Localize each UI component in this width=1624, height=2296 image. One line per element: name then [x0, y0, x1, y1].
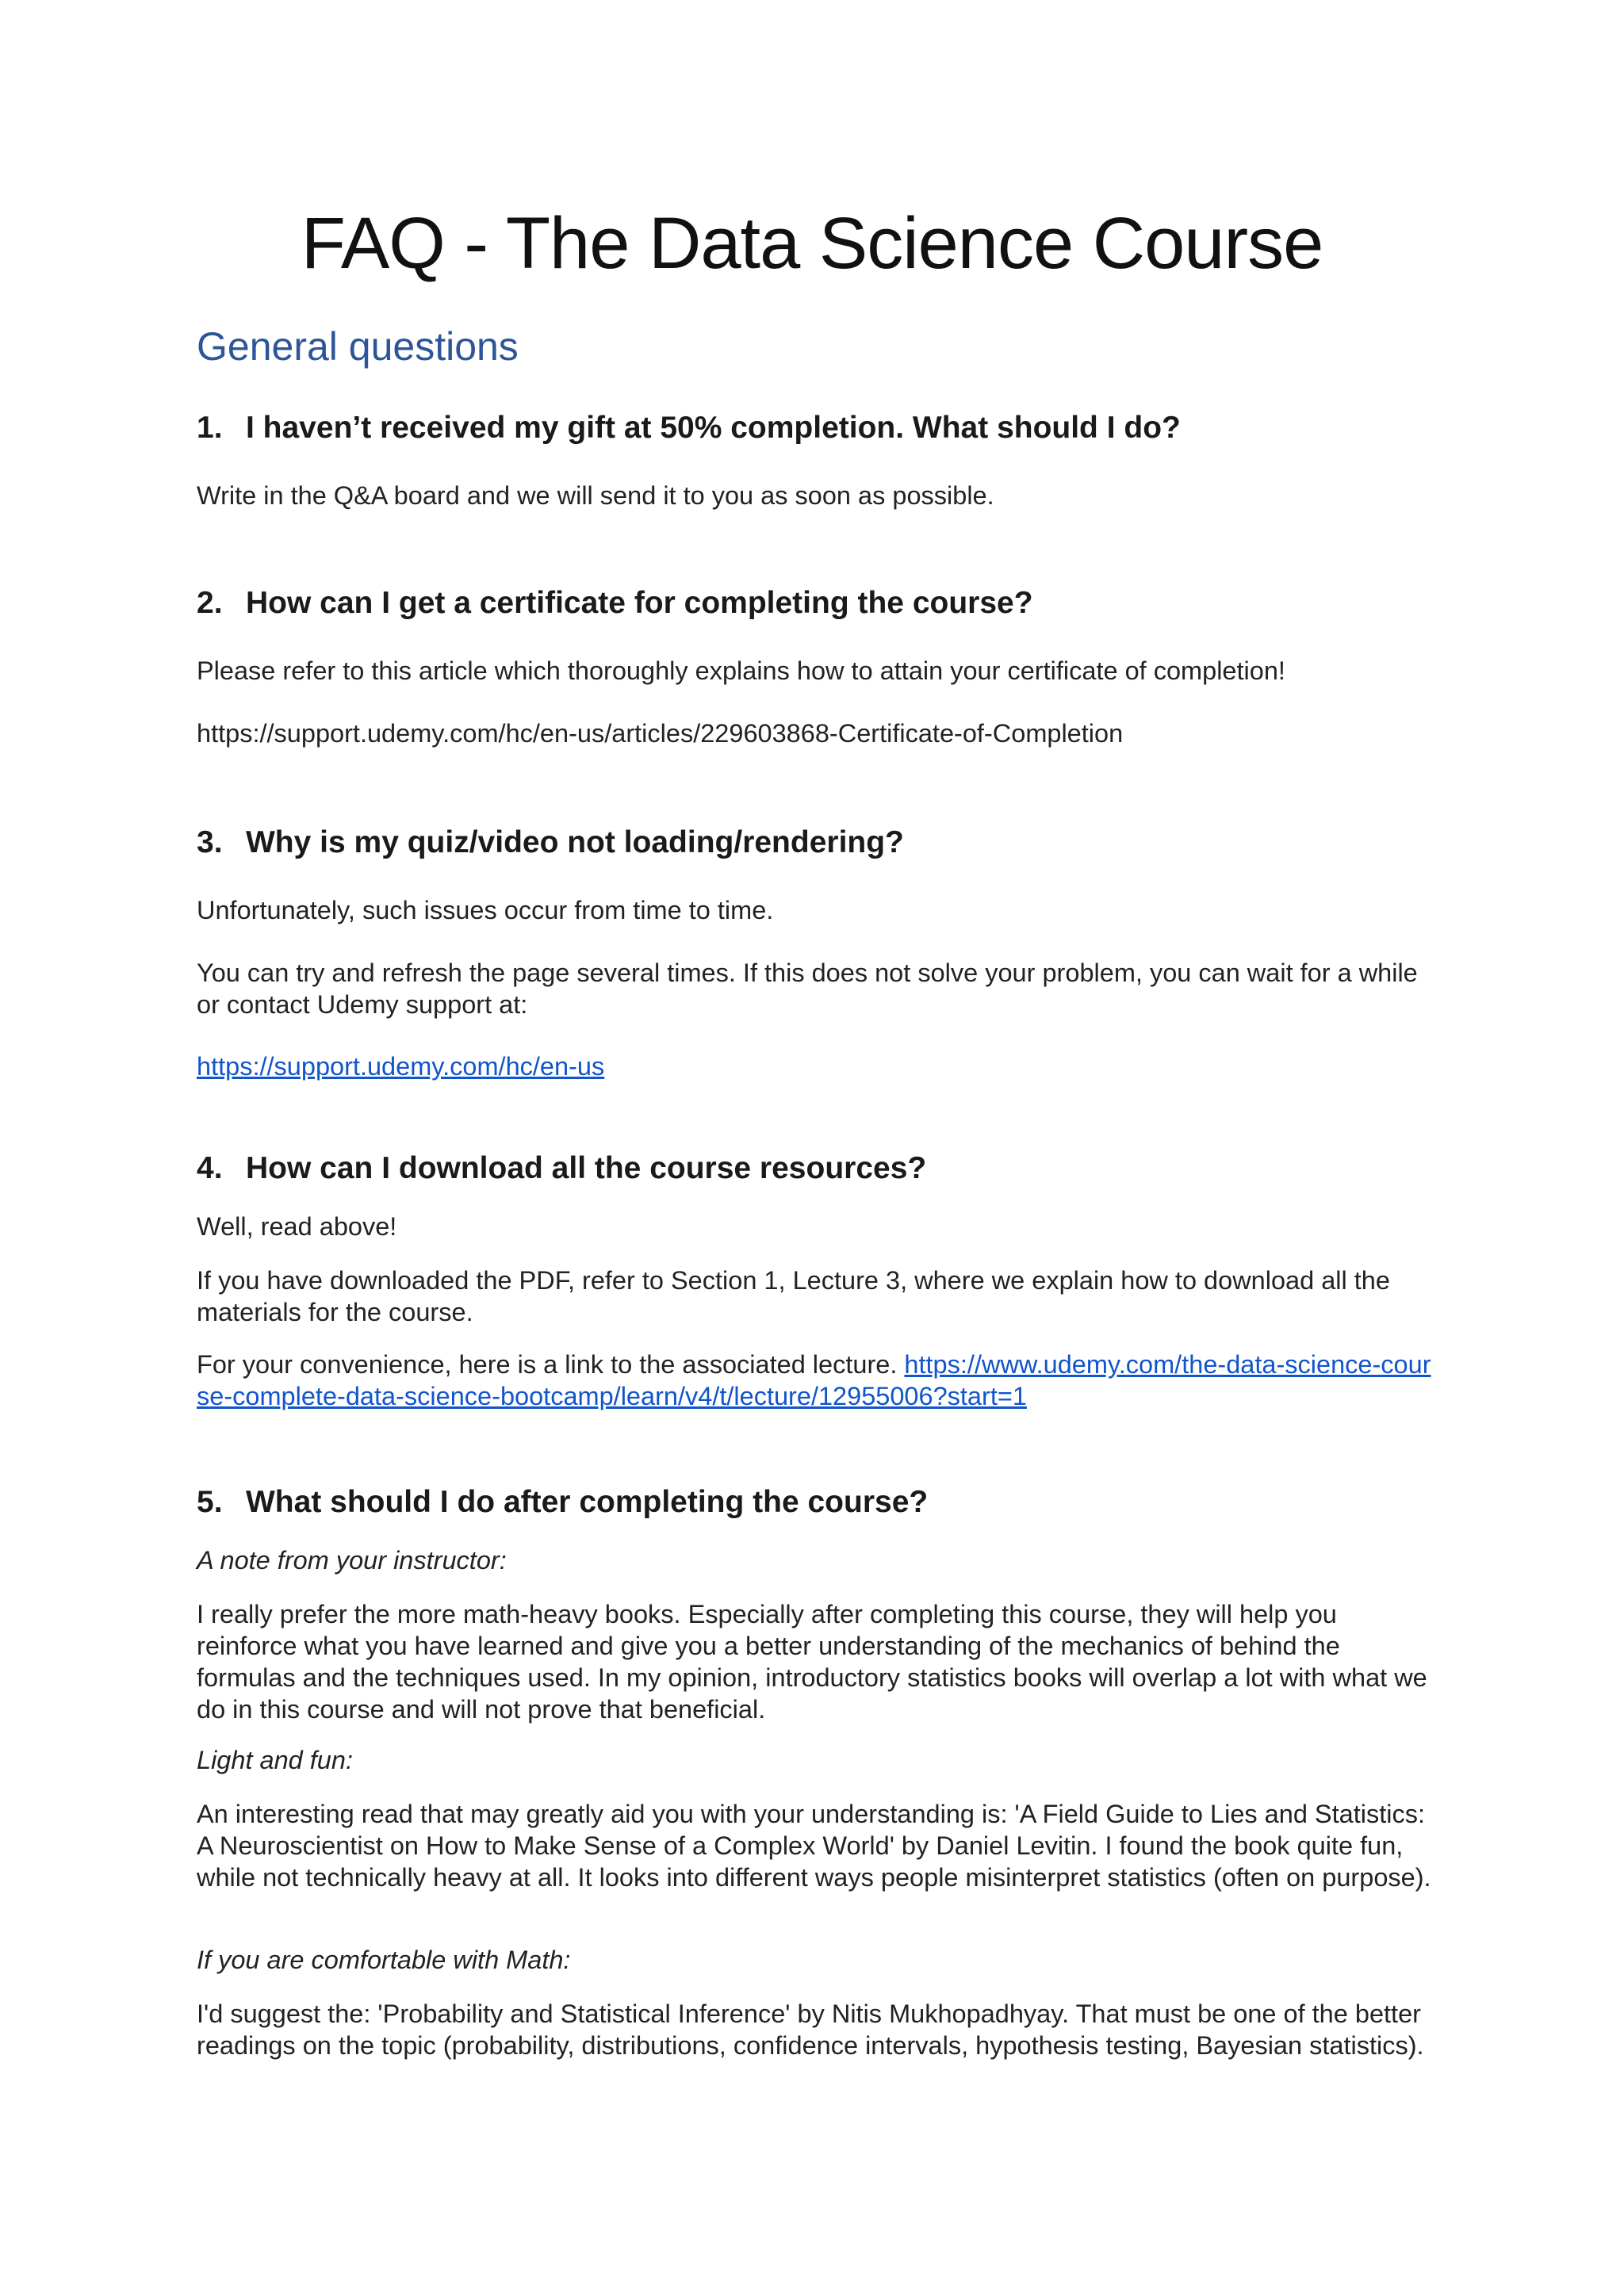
question-number: 3. [197, 825, 223, 859]
math-text: I'd suggest the: 'Probability and Statistical Inference' by Nitis Mukhopadhyay. That must be one of the better readings on the topic (probability, distributions, confidence intervals, hypothesis testing, Bayesian statistics). [197, 1999, 1424, 2060]
question-number: 4. [197, 1151, 223, 1185]
udemy-support-link[interactable]: https://support.udemy.com/hc/en-us [197, 1052, 605, 1081]
question-number: 1. [197, 411, 223, 445]
faq-question-5 [197, 1485, 928, 1520]
math-label: If you are comfortable with Math: [197, 1946, 571, 1974]
faq-question-4 [197, 1151, 926, 1186]
question-text: I haven’t received my gift at 50% completion. What should I do? [246, 411, 1181, 445]
faq-answer-4-line-1: Well, read above! [197, 1212, 397, 1241]
faq-question-1 [197, 411, 1181, 446]
lecture-link[interactable]: https://www.udemy.com/the-data-science-course-complete-data-science-bootcamp/learn/v4/t/lecture/12955006?start=1 [197, 1350, 1431, 1410]
faq-answer-3-line-2: You can try and refresh the page several times. If this does not solve your problem, you can wait for a while or contact Udemy support at: [197, 959, 1418, 1019]
lecture-link-intro: For your convenience, here is a link to the associated lecture. [197, 1350, 905, 1379]
faq-answer-4-line-3 [197, 1349, 1434, 1412]
instructor-note-label: A note from your instructor: [197, 1546, 507, 1575]
light-and-fun-label: Light and fun: [197, 1746, 353, 1774]
question-text: How can I get a certificate for completing the course? [246, 586, 1033, 620]
question-number: 2. [197, 586, 223, 620]
question-number: 5. [197, 1485, 223, 1519]
section-title: General questions [197, 324, 519, 369]
faq-answer-1: Write in the Q&A board and we will send it to you as soon as possible. [197, 481, 994, 510]
question-text: Why is my quiz/video not loading/rendering? [246, 825, 904, 859]
instructor-note-text: I really prefer the more math-heavy books. Especially after completing this course, they will help you reinforce what you have learned and give you a better understanding of the mechanics of behind the formulas and the techniques used. In my opinion, introductory statistics books will overlap a lot with what we do in this course and will not prove that beneficial. [197, 1600, 1427, 1724]
question-text: How can I download all the course resources? [246, 1151, 927, 1185]
certificate-url-text: https://support.udemy.com/hc/en-us/articles/229603868-Certificate-of-Completion [197, 719, 1124, 748]
faq-answer-3-line-1: Unfortunately, such issues occur from time to time. [197, 896, 774, 924]
light-and-fun-text: An interesting read that may greatly aid you with your understanding is: 'A Field Guide to Lies and Statistics: A Neuroscientist on How to Make Sense of a Complex World' by Daniel Levitin. I found the book quite fun, while not technically heavy at all. It looks into different ways people misinterpret statistics (often on purpose). [197, 1800, 1431, 1892]
faq-question-2 [197, 586, 1033, 621]
support-link-paragraph [197, 1050, 1434, 1082]
question-text: What should I do after completing the course? [246, 1485, 929, 1519]
faq-answer-2: Please refer to this article which thoroughly explains how to attain your certificate of completion! [197, 656, 1285, 685]
document-title: FAQ - The Data Science Course [301, 203, 1323, 284]
faq-answer-4-line-2: If you have downloaded the PDF, refer to Section 1, Lecture 3, where we explain how to download all the materials for the course. [197, 1266, 1390, 1326]
faq-question-3 [197, 825, 904, 860]
